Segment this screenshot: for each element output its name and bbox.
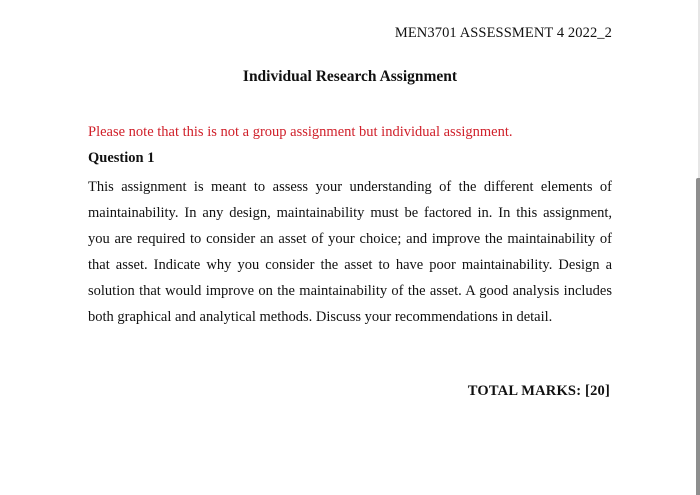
vertical-scrollbar[interactable] bbox=[696, 178, 700, 495]
question-body: This assignment is meant to assess your understanding of the different elements of maintainability. In any design, maintainability must be factored in. In this assignment, you are required to consider an asset of your choice; and improve the maintainability of that asset. Indicate why you consider the asset to have poor maintainability. Design a solution that would improve on the maintainability of the asset. A good analysis includes both graphical and analytical methods. Discuss your recommendations in detail. bbox=[88, 179, 612, 325]
question-heading: Question 1 bbox=[88, 150, 155, 166]
assignment-note: Please note that this is not a group assignment but individual assignment. bbox=[88, 124, 513, 140]
assessment-code: MEN3701 ASSESSMENT 4 2022_2 bbox=[394, 25, 612, 41]
total-marks: TOTAL MARKS: [20] bbox=[467, 383, 610, 399]
page-title: Individual Research Assignment bbox=[242, 68, 458, 85]
